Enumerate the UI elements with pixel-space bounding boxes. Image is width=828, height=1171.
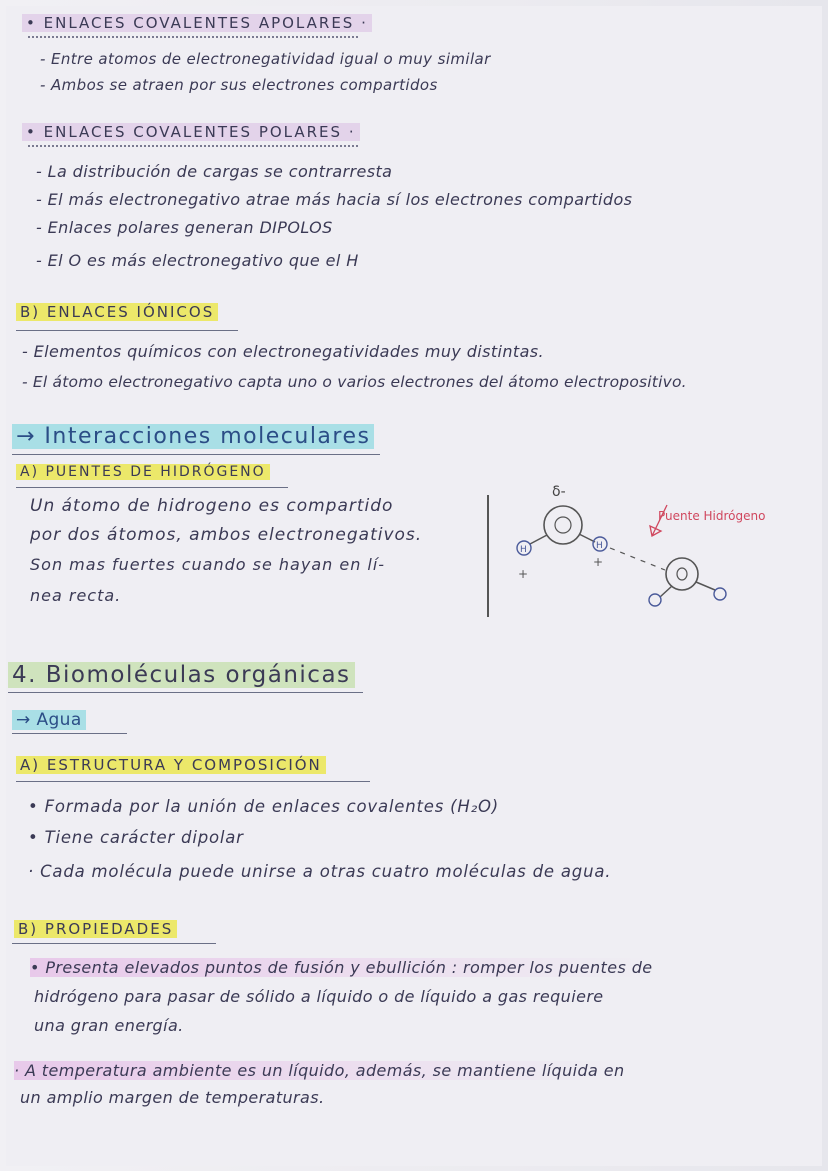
heading-apolares-text: • ENLACES COVALENTES APOLARES · — [22, 14, 372, 32]
list-item: - Ambos se atraen por sus electrones compartidos — [40, 76, 438, 94]
wavy-underline — [28, 30, 358, 38]
list-item: - La distribución de cargas se contrarresta — [36, 162, 393, 181]
hydrogen-bond-dashes — [610, 548, 665, 570]
list-item: - Entre atomos de electronegatividad igual o muy similar — [40, 50, 491, 68]
heading-propiedades-text: B) PROPIEDADES — [14, 920, 177, 938]
delta-minus-label: δ- — [552, 484, 566, 500]
oxygen-nucleus-icon — [555, 517, 571, 533]
heading-puentes-text: A) PUENTES DE HIDRÓGENO — [16, 464, 270, 480]
plus-label: + — [518, 567, 529, 581]
underline — [12, 733, 127, 734]
hydrogen-bond-diagram — [500, 470, 820, 620]
underline — [16, 487, 288, 488]
hydrogen-label: H — [520, 545, 527, 555]
paragraph-line: nea recta. — [30, 586, 122, 605]
heading-ionicos-text: B) ENLACES IÓNICOS — [16, 303, 218, 321]
list-item: - El O es más electronegativo que el H — [36, 251, 359, 270]
paragraph-line: un amplio margen de temperaturas. — [20, 1088, 325, 1107]
paragraph-line: por dos átomos, ambos electronegativos. — [30, 525, 423, 545]
paragraph-line: · A temperatura ambiente es un líquido, además, se mantiene líquida en — [14, 1061, 625, 1080]
heading-puentes — [16, 464, 270, 480]
heading-estructura — [16, 756, 326, 774]
oxygen-atom-icon — [666, 558, 698, 590]
heading-propiedades — [14, 920, 177, 938]
list-item: • Formada por la unión de enlaces covalentes (H₂O) — [28, 797, 500, 816]
heading-polares-text: • ENLACES COVALENTES POLARES · — [22, 123, 360, 141]
heading-ionicos — [16, 303, 218, 321]
oxygen-atom-icon — [544, 506, 582, 544]
heading-interacciones — [12, 424, 374, 449]
heading-agua-text: → Agua — [12, 710, 86, 730]
paragraph-line: hidrógeno para pasar de sólido a líquido o de líquido a gas requiere — [34, 987, 604, 1006]
heading-biomoleculas — [8, 662, 355, 688]
divider-line — [487, 495, 489, 617]
list-item: • Tiene carácter dipolar — [28, 828, 244, 847]
hydrogen-bond-label: Puente Hidrógeno — [658, 509, 766, 523]
heading-agua — [12, 710, 86, 730]
list-item: - Elementos químicos con electronegatividades muy distintas. — [22, 342, 545, 361]
list-item: - El más electronegativo atrae más hacia sí los electrones compartidos — [36, 190, 633, 209]
list-item: - Enlaces polares generan DIPOLOS — [36, 218, 333, 237]
underline — [8, 692, 363, 693]
paragraph-line: • Presenta elevados puntos de fusión y ebullición : romper los puentes de — [30, 958, 653, 977]
hydrogen-atom-icon — [714, 588, 726, 600]
list-item: · Cada molécula puede unirse a otras cuatro moléculas de agua. — [28, 862, 612, 881]
paragraph-line: Un átomo de hidrogeno es compartido — [30, 496, 394, 516]
list-item: - El átomo electronegativo capta uno o varios electrones del átomo electropositivo. — [22, 373, 687, 391]
wavy-underline — [28, 139, 358, 147]
plus-label: + — [593, 555, 604, 569]
heading-estructura-text: A) ESTRUCTURA Y COMPOSICIÓN — [16, 756, 326, 774]
paragraph-line: una gran energía. — [34, 1016, 184, 1035]
underline — [12, 454, 380, 455]
underline — [12, 943, 216, 944]
hydrogen-label: H — [596, 541, 603, 551]
hydrogen-atom-icon — [649, 594, 661, 606]
heading-biomoleculas-text: 4. Biomoléculas orgánicas — [8, 662, 355, 688]
underline — [16, 781, 370, 782]
underline — [16, 330, 238, 331]
heading-interacciones-text: → Interacciones moleculares — [12, 424, 374, 449]
paragraph-line: Son mas fuertes cuando se hayan en lí- — [30, 555, 386, 574]
